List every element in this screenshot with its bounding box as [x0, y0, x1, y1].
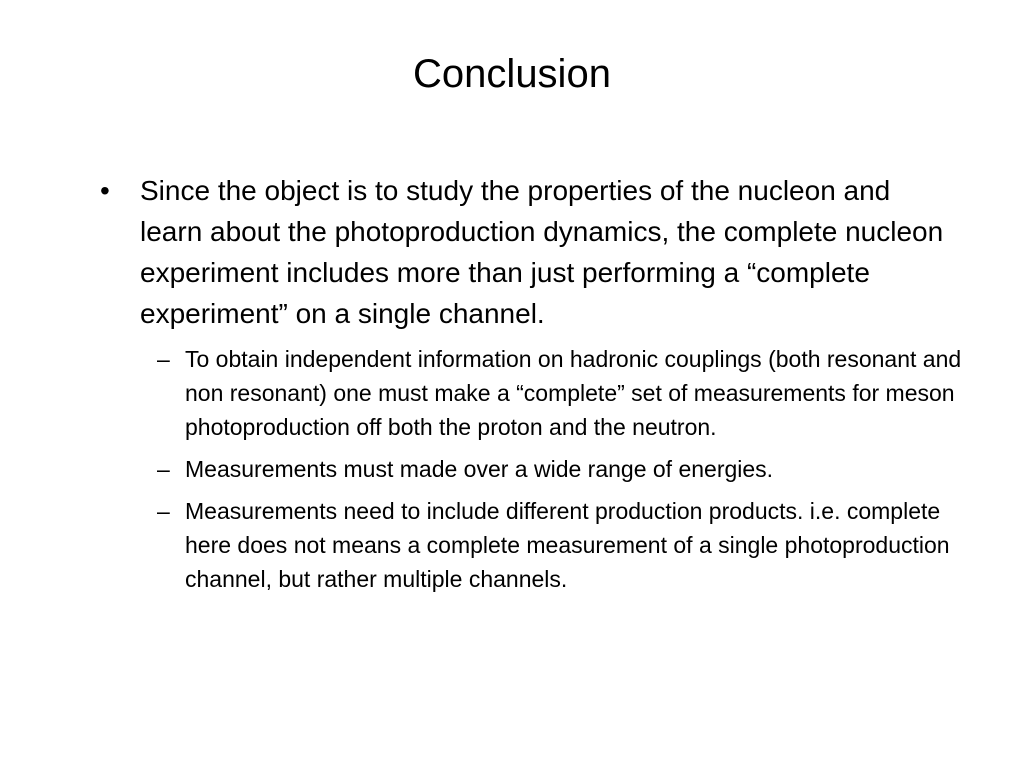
sub-bullet	[100, 494, 1000, 596]
bullet-marker: •	[100, 175, 110, 206]
sub-bullet	[100, 452, 1000, 486]
sub-bullet-text: Measurements must made over a wide range of energies.	[185, 456, 774, 482]
sub-bullet-text: To obtain independent information on hadronic couplings (both resonant and non resonant) one must make a “complete” set of measurements for meson photoproduction off both the proton and the neutron.	[185, 346, 962, 440]
sub-bullet-marker: –	[157, 498, 170, 524]
sub-bullet-text: Measurements need to include different production products. i.e. complete here does not means a complete measurement of a single photoproduction channel, but rather multiple channels.	[185, 498, 950, 592]
sub-bullet-marker: –	[157, 456, 170, 482]
sub-bullet-list	[100, 342, 1000, 596]
slide-title: Conclusion	[413, 52, 611, 96]
slide-body	[100, 170, 1000, 604]
main-bullet	[100, 170, 1000, 334]
sub-bullet-marker: –	[157, 346, 170, 372]
main-bullet-text: Since the object is to study the properties of the nucleon and learn about the photoproduction dynamics, the complete nucleon experiment includes more than just performing a “complete experiment” on a single channel.	[140, 175, 944, 329]
sub-bullet	[100, 342, 1000, 444]
